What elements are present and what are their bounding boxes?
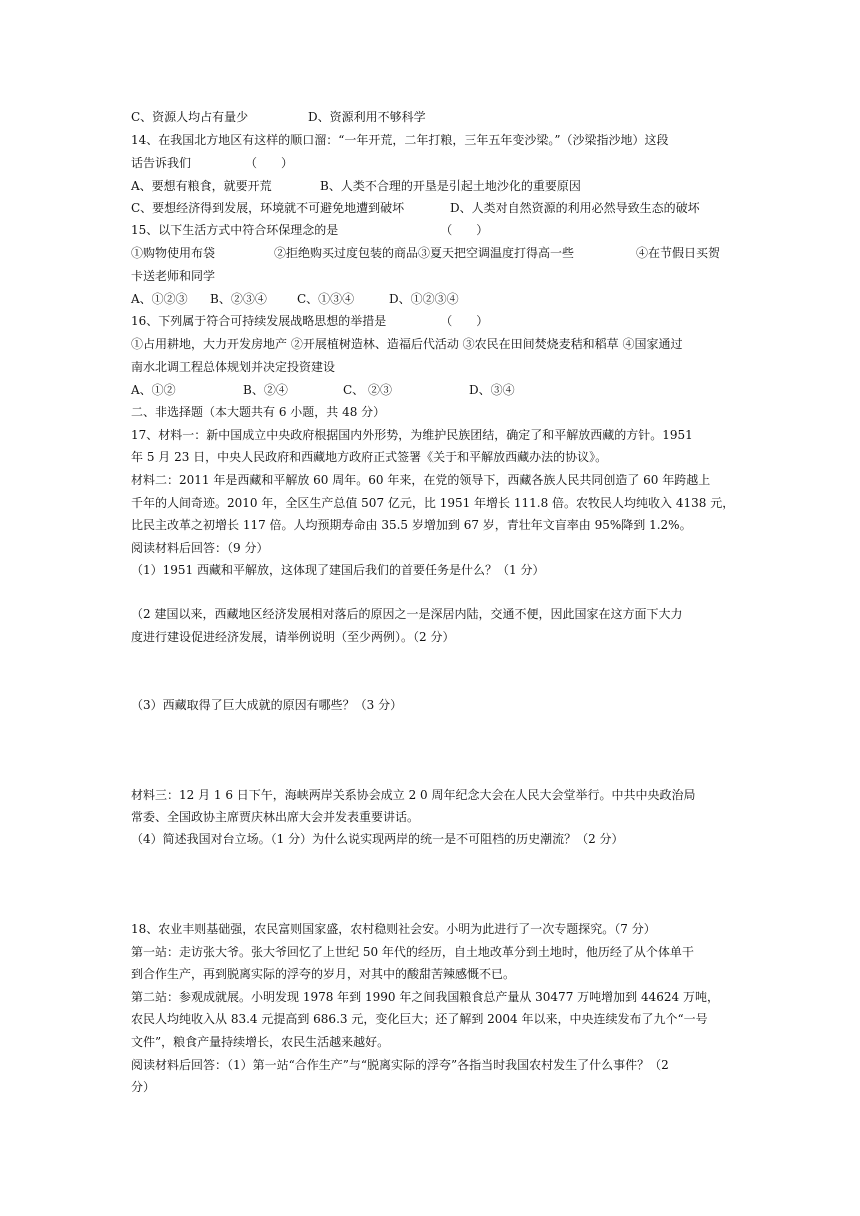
q15-item-1: ①购物使用布袋 [131,246,216,260]
section-2-heading: 二、非选择题（本大题共有 6 小题，共 48 分） [131,405,386,419]
q16-items-line-2: 南水北调工程总体规划并决定投资建设 [131,360,336,374]
q18-question-line-2: 分） [131,1080,156,1094]
q17-subquestion-2-line-2: 度进行建设促进经济发展，请举例说明（至少两例）。（2 分） [131,630,455,644]
q17-material-1-line-1: 17、材料一：新中国成立中央政府根据国内外形势，为维护民族团结，确定了和平解放西藏的方针。1951 [131,428,693,442]
q15-items-line-2: 卡送老师和同学 [131,269,216,283]
q18-station-2-line-3: 文件”，粮食产量持续增长，农民生活越来越好。 [131,1035,390,1049]
q15-option-d: D、①②③④ [389,292,459,306]
q15-options-row [131,288,733,310]
q14-options-row-1 [131,175,733,197]
q14-stem-line-1: 14、在我国北方地区有这样的顺口溜：“一年开荒，二年打粮，三年五年变沙梁。”（沙梁指沙地）这段 [131,133,669,147]
q17-material-1-line-2: 年 5 月 23 日，中央人民政府和西藏地方政府正式签署《关于和平解放西藏办法的协议》。 [131,450,608,464]
q15-items-2-3: ②拒绝购买过度包装的商品③夏天把空调温度打得高一些 [274,246,575,260]
q16-stem: 16、下列属于符合可持续发展战略思想的举措是 （ ） [131,314,489,328]
q16-option-a: A、①② [131,383,176,397]
q13-option-d: D、资源利用不够科学 [308,110,426,124]
q15-stem: 15、以下生活方式中符合环保理念的是 （ ） [131,223,489,237]
q17-material-2-line-1: 材料二：2011 年是西藏和平解放 60 周年。60 年来，在党的领导下，西藏各族人民共同创造了 60 年跨越上 [131,473,711,487]
q17-prompt: 阅读材料后回答：（9 分） [131,541,269,555]
q18-station-1-line-1: 第一站：走访张大爷。张大爷回忆了上世纪 50 年代的经历，自土地改革分到土地时，他历经了从个体单干 [131,945,694,959]
q16-option-d: D、③④ [469,383,515,397]
q13-options-row [131,106,733,128]
q14-option-b: B、人类不合理的开垦是引起土地沙化的重要原因 [320,179,581,193]
q16-items-line-1: ①占用耕地，大力开发房地产 ②开展植树造林、造福后代活动 ③农民在田间焚烧麦秸和稻草 ④国家通过 [131,337,683,351]
q14-option-c: C、要想经济得到发展，环境就不可避免地遭到破坏 [131,201,405,215]
q17-material-2-line-2: 千年的人间奇迹。2010 年，全区生产总值 507 亿元，比 1951 年增长 111.8 倍。农牧民人均纯收入 4138 元， [131,496,735,510]
q17-subquestion-4: （4）简述我国对台立场。（1 分）为什么说实现两岸的统一是不可阻档的历史潮流？（2 分） [131,832,624,846]
q14-stem-line-2: 话告诉我们 （ ） [131,156,294,170]
q14-options-row-2 [131,197,733,219]
q14-option-a: A、要想有粮食，就要开荒 [131,179,272,193]
q17-material-3-line-2: 常委、全国政协主席贾庆林出席大会并发表重要讲话。 [131,810,420,824]
q15-item-4: ④在节假日买贺 [636,246,721,260]
q15-option-c: C、①③④ [297,292,355,306]
q15-option-b: B、②③④ [210,292,267,306]
q17-subquestion-3: （3）西藏取得了巨大成就的原因有哪些？（3 分） [131,698,403,712]
q18-station-2-line-1: 第二站：参观成就展。小明发现 1978 年到 1990 年之间我国粮食总产量从 30477 万吨增加到 44624 万吨， [131,990,719,1004]
q16-option-b: B、②④ [243,383,288,397]
q14-option-d: D、人类对自然资源的利用必然导致生态的破坏 [450,201,700,215]
q17-subquestion-2-line-1: （2 建国以来，西藏地区经济发展相对落后的原因之一是深居内陆，交通不便，因此国家在这方面下大力 [131,607,683,621]
q18-station-2-line-2: 农民人均纯收入从 83.4 元提高到 686.3 元，变化巨大；还了解到 2004 年以来，中央连续发布了九个“一号 [131,1012,708,1026]
q17-material-3-line-1: 材料三：12 月 1 6 日下午，海峡两岸关系协会成立 2 0 周年纪念大会在人民大会堂举行。中共中央政治局 [131,788,696,802]
q18-intro: 18、农业丰则基础强，农民富则国家盛，农村稳则社会安。小明为此进行了一次专题探究。（7 分） [131,922,656,936]
q15-items-line-1 [131,242,733,264]
q17-material-2-line-3: 比民主改革之初增长 117 倍。人均预期寿命由 35.5 岁增加到 67 岁，青壮年文盲率由 95%降到 1.2%。 [131,518,692,532]
q16-option-c: C、 ②③ [343,383,392,397]
q18-question-line-1: 阅读材料后回答：（1）第一站“合作生产”与“脱离实际的浮夸”各指当时我国农村发生了什么事件？（2 [131,1058,669,1072]
q16-options-row [131,379,733,401]
q18-station-1-line-2: 到合作生产，再到脱离实际的浮夸的岁月，对其中的酸甜苦辣感慨不已。 [131,967,516,981]
q17-subquestion-1: （1）1951 西藏和平解放，这体现了建国后我们的首要任务是什么？（1 分） [131,563,545,577]
q15-option-a: A、①②③ [131,292,188,306]
q13-option-c: C、资源人均占有量少 [131,110,249,124]
